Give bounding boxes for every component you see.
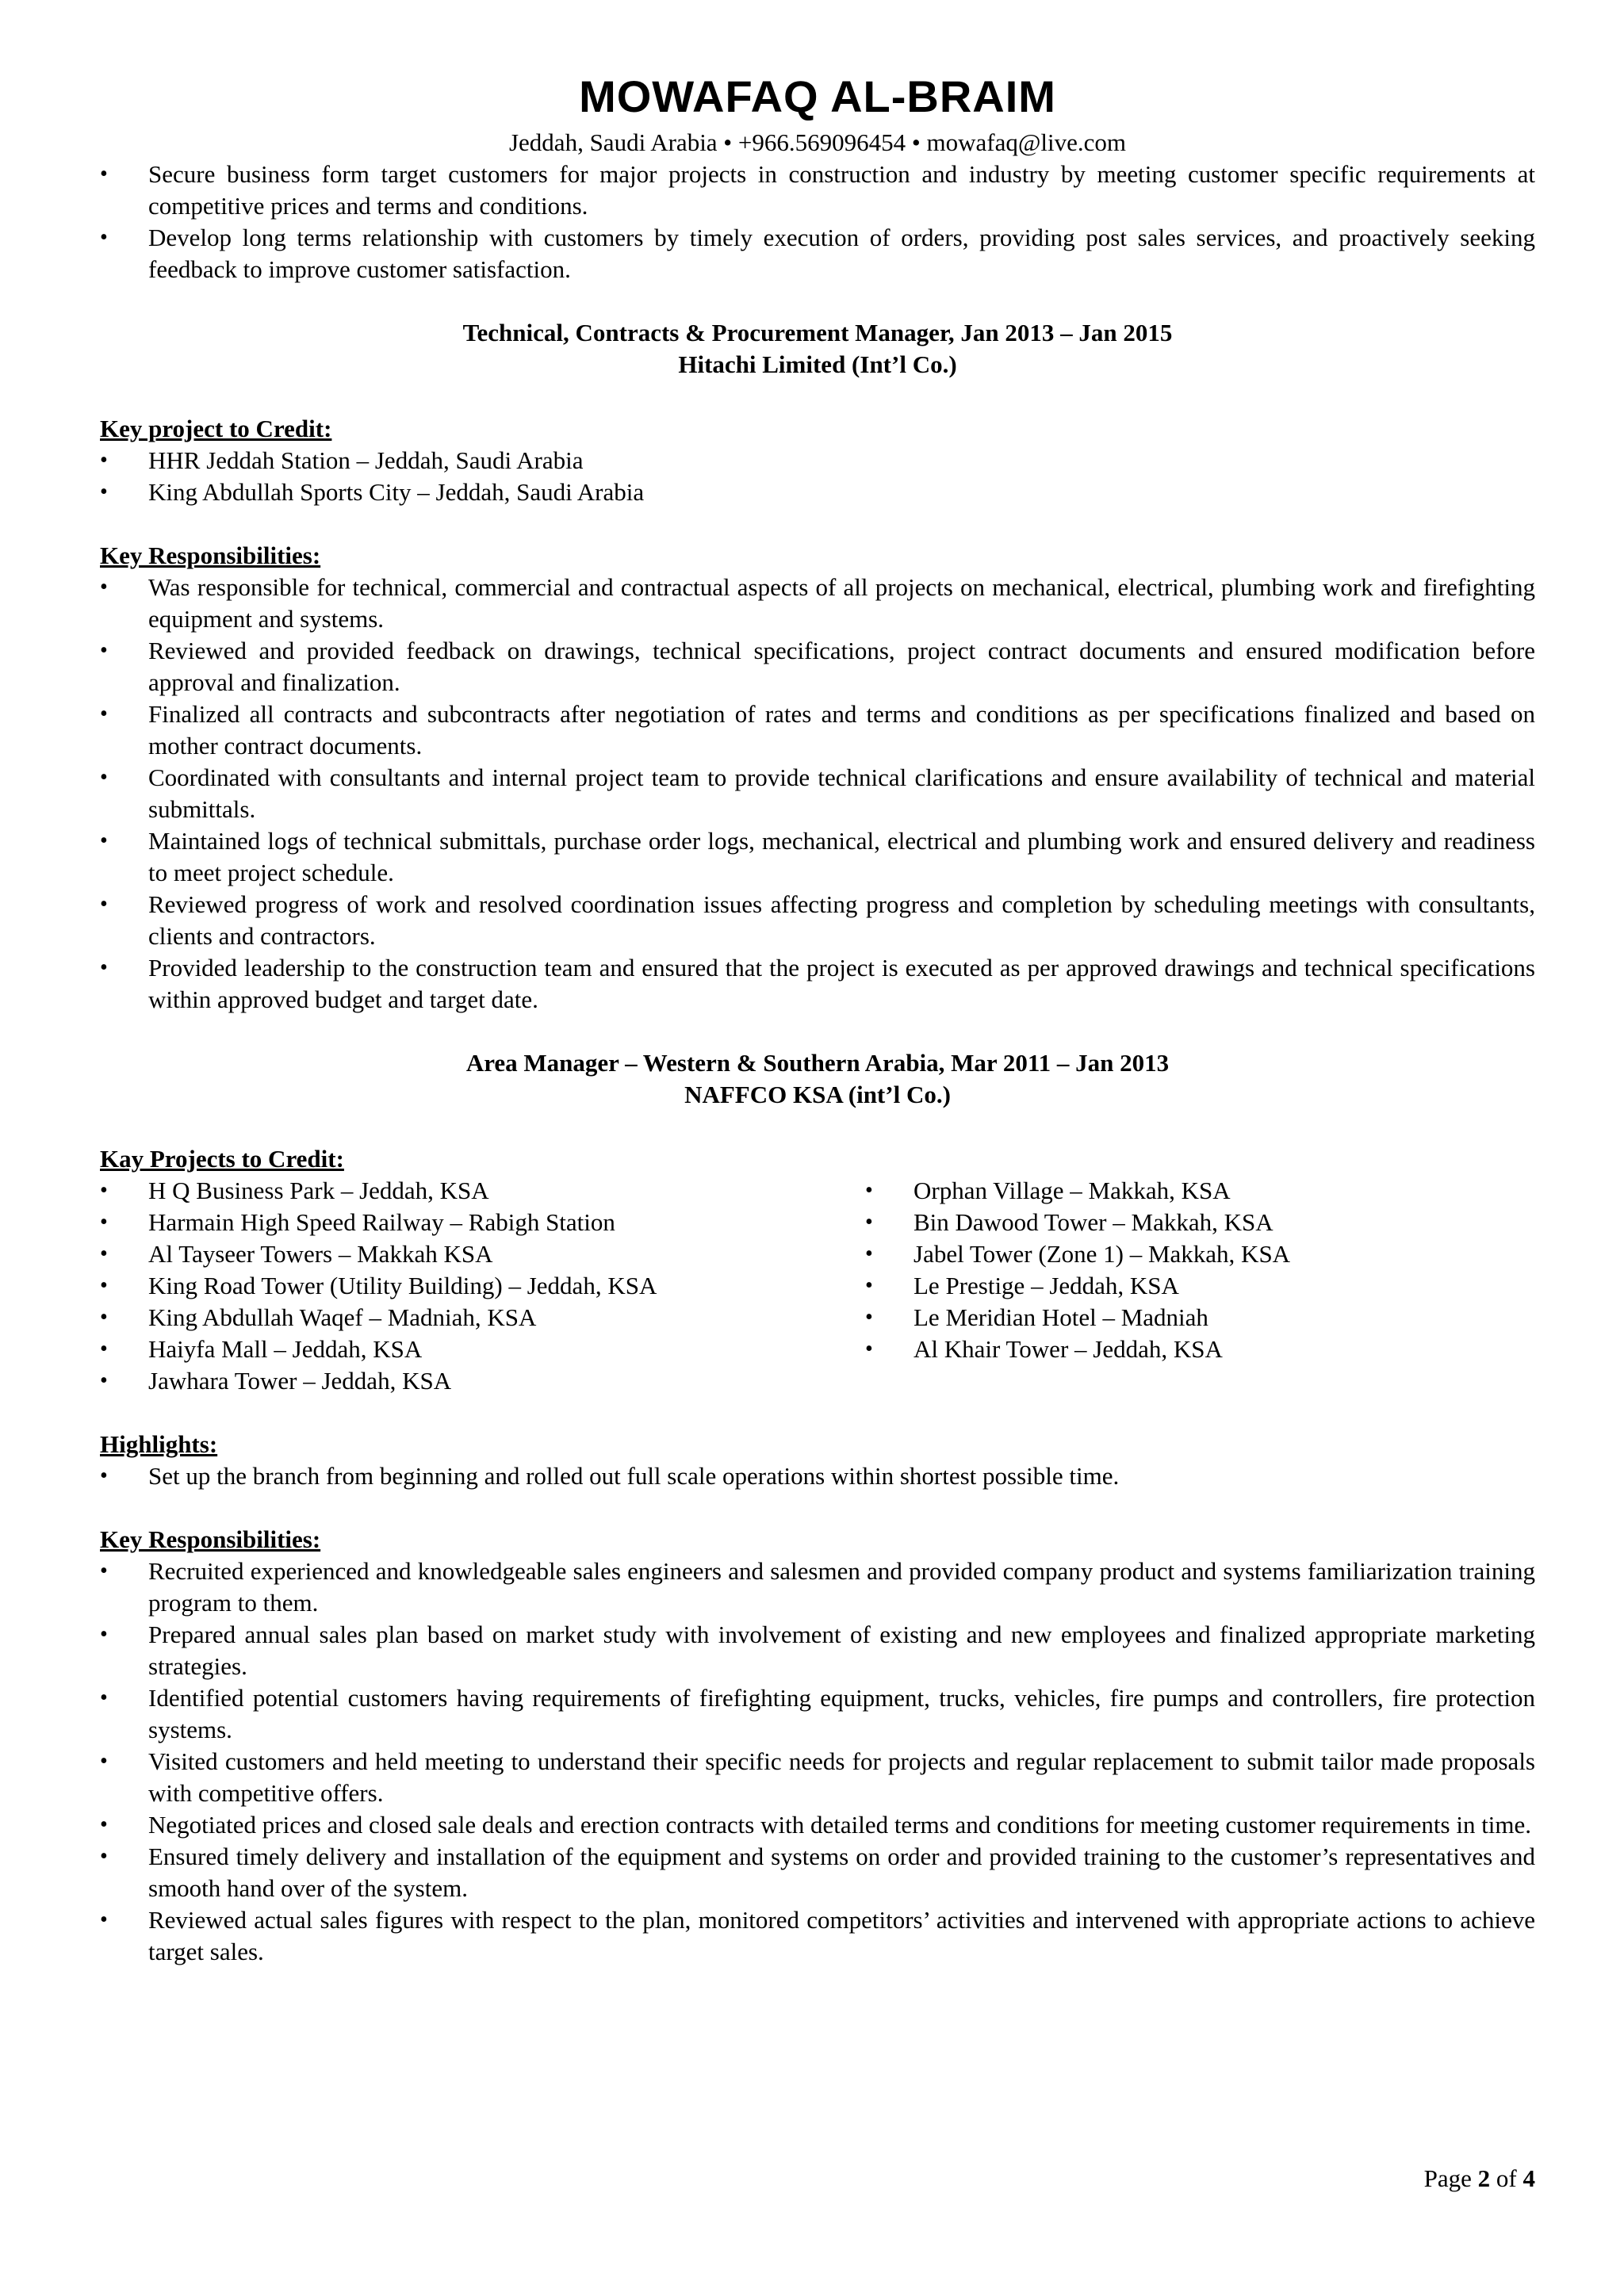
list-item: • Negotiated prices and closed sale deals and erection contracts with detailed terms and conditions for meeting customer requirements in time. <box>100 1809 1535 1841</box>
section-heading-hitachi-projects: Key project to Credit: <box>100 415 332 442</box>
naffco-projects-right-list <box>865 1175 1535 1397</box>
list-item: • Orphan Village – Makkah, KSA <box>865 1175 1535 1207</box>
list-item: • HHR Jeddah Station – Jeddah, Saudi Arabia <box>100 445 1535 476</box>
list-item: • King Road Tower (Utility Building) – Jeddah, KSA <box>100 1270 865 1302</box>
list-item: • Reviewed progress of work and resolved coordination issues affecting progress and completion by scheduling meetings with consultants, clients and contractors. <box>100 889 1535 952</box>
candidate-name: MOWAFAQ AL-BRAIM <box>579 71 1056 121</box>
list-item: • Provided leadership to the construction team and ensured that the project is executed as per approved drawings and technical specifications within approved budget and target date. <box>100 952 1535 1016</box>
resume-page <box>100 71 1535 1968</box>
list-item: • Develop long terms relationship with customers by timely execution of orders, providing post sales services, and proactively seeking feedback to improve customer satisfaction. <box>100 222 1535 285</box>
list-item: • Set up the branch from beginning and rolled out full scale operations within shortest possible time. <box>100 1460 1535 1492</box>
list-item: • Reviewed actual sales figures with respect to the plan, monitored competitors’ activities and intervened with appropriate actions to achieve target sales. <box>100 1904 1535 1968</box>
company-hitachi: Hitachi Limited (Int’l Co.) <box>678 350 957 378</box>
current-page-number: 2 <box>1477 2164 1491 2192</box>
list-item: • Haiyfa Mall – Jeddah, KSA <box>100 1334 865 1365</box>
list-item: • King Abdullah Sports City – Jeddah, Saudi Arabia <box>100 476 1535 508</box>
list-item: • Maintained logs of technical submittals, purchase order logs, mechanical, electrical and plumbing work and ensured delivery and readiness to meet project schedule. <box>100 825 1535 889</box>
job-title-hitachi: Technical, Contracts & Procurement Manager, Jan 2013 – Jan 2015 <box>462 319 1173 346</box>
list-item: • H Q Business Park – Jeddah, KSA <box>100 1175 865 1207</box>
page-word: Page <box>1423 2164 1472 2192</box>
list-item: • Al Khair Tower – Jeddah, KSA <box>865 1334 1535 1365</box>
total-page-number: 4 <box>1522 2164 1535 2192</box>
list-item: • King Abdullah Waqef – Madniah, KSA <box>100 1302 865 1334</box>
list-item: • Le Prestige – Jeddah, KSA <box>865 1270 1535 1302</box>
naffco-highlights-list <box>100 1460 1535 1492</box>
list-item: • Was responsible for technical, commercial and contractual aspects of all projects on mechanical, electrical, plumbing work and firefighting equipment and systems. <box>100 572 1535 635</box>
naffco-projects-left-list <box>100 1175 865 1397</box>
page-number-footer <box>1424 2163 1535 2195</box>
list-item: • Secure business form target customers for major projects in construction and industry by meeting customer specific requirements at competitive prices and terms and conditions. <box>100 159 1535 222</box>
hitachi-projects-list <box>100 445 1535 508</box>
contact-line: Jeddah, Saudi Arabia • +966.569096454 • mowafaq@live.com <box>508 128 1126 156</box>
list-item: • Le Meridian Hotel – Madniah <box>865 1302 1535 1334</box>
list-item: • Prepared annual sales plan based on market study with involvement of existing and new employees and finalized appropriate marketing strategies. <box>100 1619 1535 1682</box>
section-heading-naffco-projects: Kay Projects to Credit: <box>100 1145 344 1173</box>
list-item: • Recruited experienced and knowledgeable sales engineers and salesmen and provided company product and systems familiarization training program to them. <box>100 1556 1535 1619</box>
company-naffco: NAFFCO KSA (int’l Co.) <box>684 1081 951 1108</box>
list-item: • Jabel Tower (Zone 1) – Makkah, KSA <box>865 1238 1535 1270</box>
list-item: • Ensured timely delivery and installation of the equipment and systems on order and provided training to the customer’s representatives and smooth hand over of the system. <box>100 1841 1535 1904</box>
section-heading-hitachi-responsibilities: Key Responsibilities: <box>100 541 321 569</box>
section-heading-naffco-highlights: Highlights: <box>100 1430 218 1458</box>
job-title-naffco: Area Manager – Western & Southern Arabia, Mar 2011 – Jan 2013 <box>465 1049 1170 1077</box>
section-heading-naffco-responsibilities: Key Responsibilities: <box>100 1525 321 1553</box>
list-item: • Visited customers and held meeting to understand their specific needs for projects and regular replacement to submit tailor made proposals with competitive offers. <box>100 1746 1535 1809</box>
intro-bullet-list <box>100 159 1535 285</box>
list-item: • Bin Dawood Tower – Makkah, KSA <box>865 1207 1535 1238</box>
of-word: of <box>1496 2164 1517 2192</box>
list-item: • Reviewed and provided feedback on drawings, technical specifications, project contract documents and ensured modification before approval and finalization. <box>100 635 1535 698</box>
list-item: • Jawhara Tower – Jeddah, KSA <box>100 1365 865 1397</box>
list-item: • Identified potential customers having requirements of firefighting equipment, trucks, vehicles, fire pumps and controllers, fire protection systems. <box>100 1682 1535 1746</box>
hitachi-responsibilities-list <box>100 572 1535 1016</box>
naffco-responsibilities-list <box>100 1556 1535 1968</box>
list-item: • Al Tayseer Towers – Makkah KSA <box>100 1238 865 1270</box>
list-item: • Finalized all contracts and subcontracts after negotiation of rates and terms and conditions as per specifications finalized and based on mother contract documents. <box>100 698 1535 762</box>
list-item: • Harmain High Speed Railway – Rabigh Station <box>100 1207 865 1238</box>
naffco-projects-columns <box>100 1175 1535 1397</box>
list-item: • Coordinated with consultants and internal project team to provide technical clarifications and ensure availability of technical and material submittals. <box>100 762 1535 825</box>
